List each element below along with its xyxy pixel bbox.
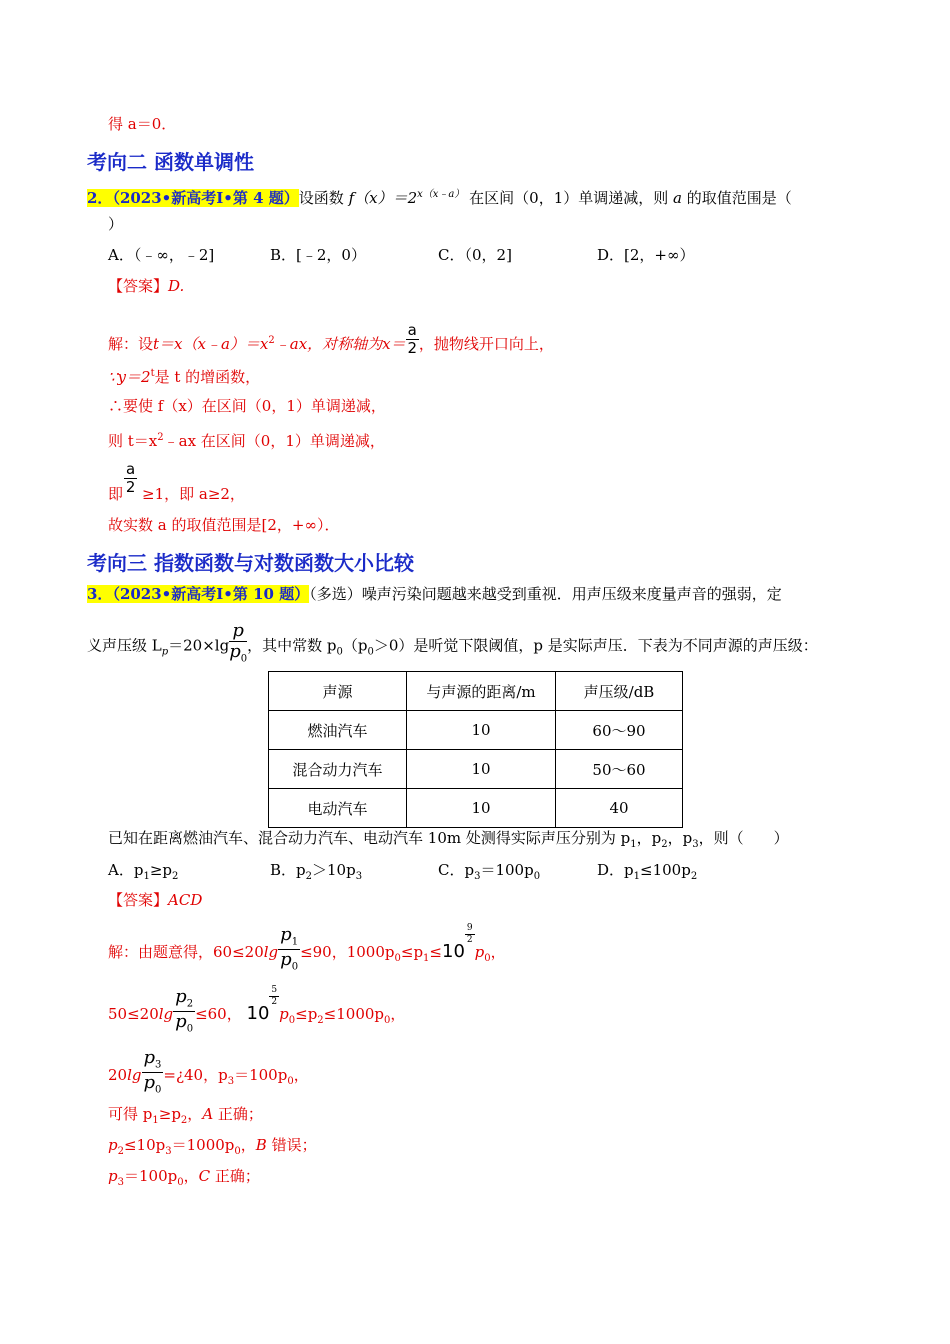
q3-solution-line-1: 解：由题意得，60≤20lg $\frac{p_1}{p_0}$ ≤90，$1000p_0\le p_1\le 10$ $^{\frac{9}{2}}$ $p_0$， bbox=[108, 923, 506, 973]
q3-solution-line-6: $p_3=100p_0$，C 正确； bbox=[108, 1167, 260, 1188]
q3-solution-line-4: 可得 $p_1\ge p_2$，A 正确； bbox=[108, 1105, 263, 1126]
question-3-stem-line-1: 3．（2023•新高考Ⅰ•第 10 题）（多选）噪声污染问题越来越受到重视．用声压级来度量声音的强弱，定 bbox=[87, 585, 782, 603]
fraction-a-over-2-b: $\frac{a}{2}$ bbox=[125, 460, 136, 496]
q3-option-a: A．$p_1\ge p_2$ bbox=[108, 861, 179, 882]
table-cell: 10 bbox=[407, 711, 556, 750]
table-cell: 10 bbox=[407, 789, 556, 828]
exponent-5-over-2: 5 2 bbox=[271, 985, 278, 1007]
q2-solution-line-4: 则 $t=x^2﹣ax$ 在区间（0，1）单调递减， bbox=[108, 432, 385, 450]
q2-solution-line-5-rest: ≥1，即 a≥2， bbox=[142, 485, 245, 503]
q2-answer: 【答案】D. bbox=[108, 277, 185, 295]
table-header-cell: 与声源的距离/m bbox=[407, 672, 556, 711]
question-2-number: 2． bbox=[87, 189, 113, 207]
q2-solution-line-5: 即 bbox=[108, 485, 124, 503]
q3-option-d: D．$p_1\le 100p_2$ bbox=[597, 861, 698, 882]
table-cell: 电动汽车 bbox=[269, 789, 407, 828]
table-cell: 40 bbox=[556, 789, 683, 828]
fraction-p2-over-p0: $\frac{p_2}{p_0}$ bbox=[175, 986, 194, 1035]
table-header-cell: 声压级/dB bbox=[556, 672, 683, 711]
table-header-row bbox=[269, 672, 683, 711]
fraction-p3-over-p0: $\frac{p_3}{p_0}$ bbox=[143, 1047, 162, 1096]
q3-solution-line-3: 20lg $\frac{p_3}{p_0}$ =¿40，$p_3=100p_0$， bbox=[108, 1047, 309, 1096]
table-row bbox=[269, 750, 683, 789]
prev-solution-line: 得 a＝0． bbox=[108, 115, 177, 133]
table-cell: 混合动力汽车 bbox=[269, 750, 407, 789]
table-cell: 10 bbox=[407, 750, 556, 789]
question-3-stem-line-2: 义声压级 $L_p=20\times\lg$ $\frac{p}{p_0}$ ，其中常数 $p_0(p_0>0)$是听觉下限阈值，p 是实际声压．下表为不同声源的声压级： bbox=[87, 620, 818, 665]
question-2-stem: 2．（2023•新高考Ⅰ•第 4 题）设函数 $f(x)=2^{x(x﹣a)}$ 在区间（0，1）单调递减，则 a 的取值范围是（ bbox=[87, 189, 792, 207]
q2-solution-line-6: 故实数 a 的取值范围是[2，+∞）． bbox=[108, 516, 340, 534]
fraction-a-over-2: $\frac{a}{2}$ bbox=[407, 320, 417, 357]
exponent-9-over-2: 9 2 bbox=[466, 923, 473, 945]
table-cell: 60～90 bbox=[556, 711, 683, 750]
q3-solution-line-5: $p_2\le 10p_3=1000p_0$，B 错误； bbox=[108, 1136, 317, 1157]
q3-solution-line-2: 50≤20lg $\frac{p_2}{p_0}$ ≤60， 10 $^{\frac{5}{2}}$ $p_0\le p_2\le 1000p_0$， bbox=[108, 985, 406, 1035]
table-header-cell: 声源 bbox=[269, 672, 407, 711]
section-title-monotonicity: 考向二 函数单调性 bbox=[87, 150, 254, 174]
q2-option-d: D．[2，+∞） bbox=[597, 246, 695, 264]
q2-solution-line-1: 解：设$t=x(x﹣a)=x^2﹣ax$，对称轴为x＝ $\frac{a}{2}$ ，抛物线开口向上， bbox=[108, 320, 554, 357]
table-row bbox=[269, 711, 683, 750]
q3-answer: 【答案】ACD bbox=[108, 891, 203, 909]
q3-option-c: C．$p_3=100p_0$ bbox=[438, 861, 541, 882]
fraction-p1-over-p0: $\frac{p_1}{p_0}$ bbox=[280, 924, 299, 973]
q2-solution-line-3: ∴要使 f（x）在区间（0，1）单调递减， bbox=[108, 397, 386, 415]
question-3-source: （2023•新高考Ⅰ•第 10 题） bbox=[112, 585, 310, 603]
q2-option-a: A．（﹣∞，﹣2] bbox=[108, 246, 215, 264]
question-3-number: 3． bbox=[87, 585, 113, 603]
section-title-comparison: 考向三 指数函数与对数函数大小比较 bbox=[87, 551, 414, 575]
table-row bbox=[269, 789, 683, 828]
fraction-p-over-p0: $\frac{p}{p_0}$ bbox=[229, 620, 248, 665]
q3-option-b: B．$p_2>10p_3$ bbox=[270, 861, 363, 882]
table-cell: 燃油汽车 bbox=[269, 711, 407, 750]
question-2-source: （2023•新高考Ⅰ•第 4 题） bbox=[112, 189, 299, 207]
q2-option-b: B．[﹣2，0） bbox=[270, 246, 366, 264]
question-3-stem-line-3: 已知在距离燃油汽车、混合动力汽车、电动汽车 10m 处测得实际声压分别为 $p_1$，$p_2$，$p_3$，则（ ） bbox=[108, 829, 789, 850]
question-2-close-paren: ） bbox=[108, 215, 124, 233]
q2-solution-line-2: $\because y=2^t$是 t 的增函数， bbox=[108, 368, 261, 386]
q2-option-c: C．（0，2] bbox=[438, 246, 512, 264]
sound-pressure-table bbox=[268, 671, 683, 828]
table-cell: 50～60 bbox=[556, 750, 683, 789]
